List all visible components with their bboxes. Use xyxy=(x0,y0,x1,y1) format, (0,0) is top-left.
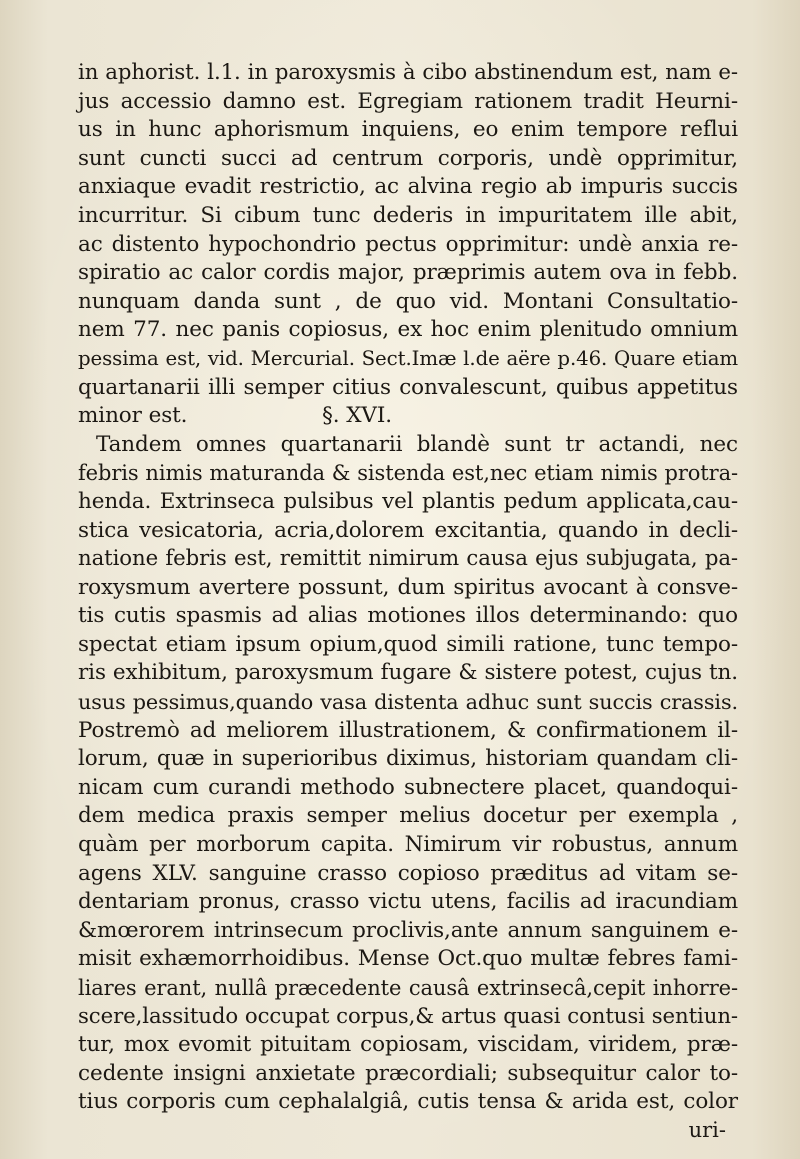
text-line: quartanarii illi semper citius convalescunt, quibus appetitus xyxy=(78,374,738,400)
text-line: incurritur. Si cibum tunc dederis in impuritatem ille abit, xyxy=(78,202,738,228)
text-line: usus pessimus,quando vasa distenta adhuc sunt succis crassis. xyxy=(78,690,738,715)
text-line: quàm per morborum capita. Nimirum vir robustus, annum xyxy=(78,832,738,858)
text-line: spectat etiam ipsum opium,quod simili ratione, tunc tempo- xyxy=(78,631,738,657)
text-line: tis cutis spasmis ad alias motiones illos determinando: quo xyxy=(78,603,738,629)
text-line: Postremò ad meliorem illustrationem, & confirmationem il- xyxy=(78,717,738,743)
text-line: roxysmum avertere possunt, dum spiritus avocant à consve- xyxy=(78,574,738,600)
text-line: misit exhæmorrhoidibus. Mense Oct.quo multæ febres fami- xyxy=(78,946,738,972)
text-line: Tandem omnes quartanarii blandè sunt tr actandi, nec xyxy=(96,431,738,457)
text-line: febris nimis maturanda & sistenda est,nec etiam nimis protra- xyxy=(78,461,738,486)
text-line: lorum, quæ in superioribus diximus, historiam quandam cli- xyxy=(78,746,738,772)
text-line: liares erant, nullâ præcedente causâ extrinsecâ,cepit inhorre- xyxy=(78,976,738,1000)
text-line: ris exhibitum, paroxysmum fugare & sistere potest, cujus tn. xyxy=(78,660,738,686)
text-line: &mœrorem intrinsecum proclivis,ante annum sanguinem e- xyxy=(78,917,738,943)
text-line: natione febris est, remittit nimirum causa ejus subjugata, pa- xyxy=(78,546,738,572)
text-line: pessima est, vid. Mercurial. Sect.Imæ l.de aëre p.46. Quare etiam xyxy=(78,346,738,370)
text-line: nem 77. nec panis copiosus, ex hoc enim plenitudo omnium xyxy=(78,317,738,343)
text-line: tius corporis cum cephalalgiâ, cutis tensa & arida est, color xyxy=(78,1089,738,1115)
text-line: in aphorist. l.1. in paroxysmis à cibo abstinendum est, nam e- xyxy=(78,60,738,85)
section-heading-line: minor est. §. XVI. xyxy=(78,403,392,429)
text-line: cedente insigni anxietate præcordiali; subsequitur calor to- xyxy=(78,1060,738,1086)
text-line: us in hunc aphorismum inquiens, eo enim tempore reflui xyxy=(78,117,738,143)
catchword: uri- xyxy=(688,1117,726,1142)
text-line: henda. Extrinseca pulsibus vel plantis pedum applicata,cau- xyxy=(78,488,738,514)
text-line: dem medica praxis semper melius docetur per exempla , xyxy=(78,803,738,829)
text-line: sunt cuncti succi ad centrum corporis, undè opprimitur, xyxy=(78,145,738,171)
text-line: stica vesicatoria, acria,dolorem excitantia, quando in decli- xyxy=(78,517,738,543)
text-line: tur, mox evomit pituitam copiosam, viscidam, viridem, præ- xyxy=(78,1032,738,1058)
text-line: spiratio ac calor cordis major, præprimis autem ova in febb. xyxy=(78,260,738,286)
text-line: jus accessio damno est. Egregiam rationem tradit Heurni- xyxy=(78,88,738,114)
text-line: nunquam danda sunt , de quo vid. Montani Consultatio- xyxy=(78,288,738,314)
text-line: anxiaque evadit restrictio, ac alvina regio ab impuris succis xyxy=(78,174,738,200)
text-block xyxy=(78,59,738,1143)
text-line: nicam cum curandi methodo subnectere placet, quandoqui- xyxy=(78,774,738,800)
text-line: ac distento hypochondrio pectus opprimitur: undè anxia re- xyxy=(78,231,738,257)
text-line: agens XLV. sanguine crasso copioso præditus ad vitam se- xyxy=(78,860,738,886)
text-line: dentariam pronus, crasso victu utens, facilis ad iracundiam xyxy=(78,889,738,915)
text-line: scere,lassitudo occupat corpus,& artus quasi contusi sentiun- xyxy=(78,1003,738,1029)
